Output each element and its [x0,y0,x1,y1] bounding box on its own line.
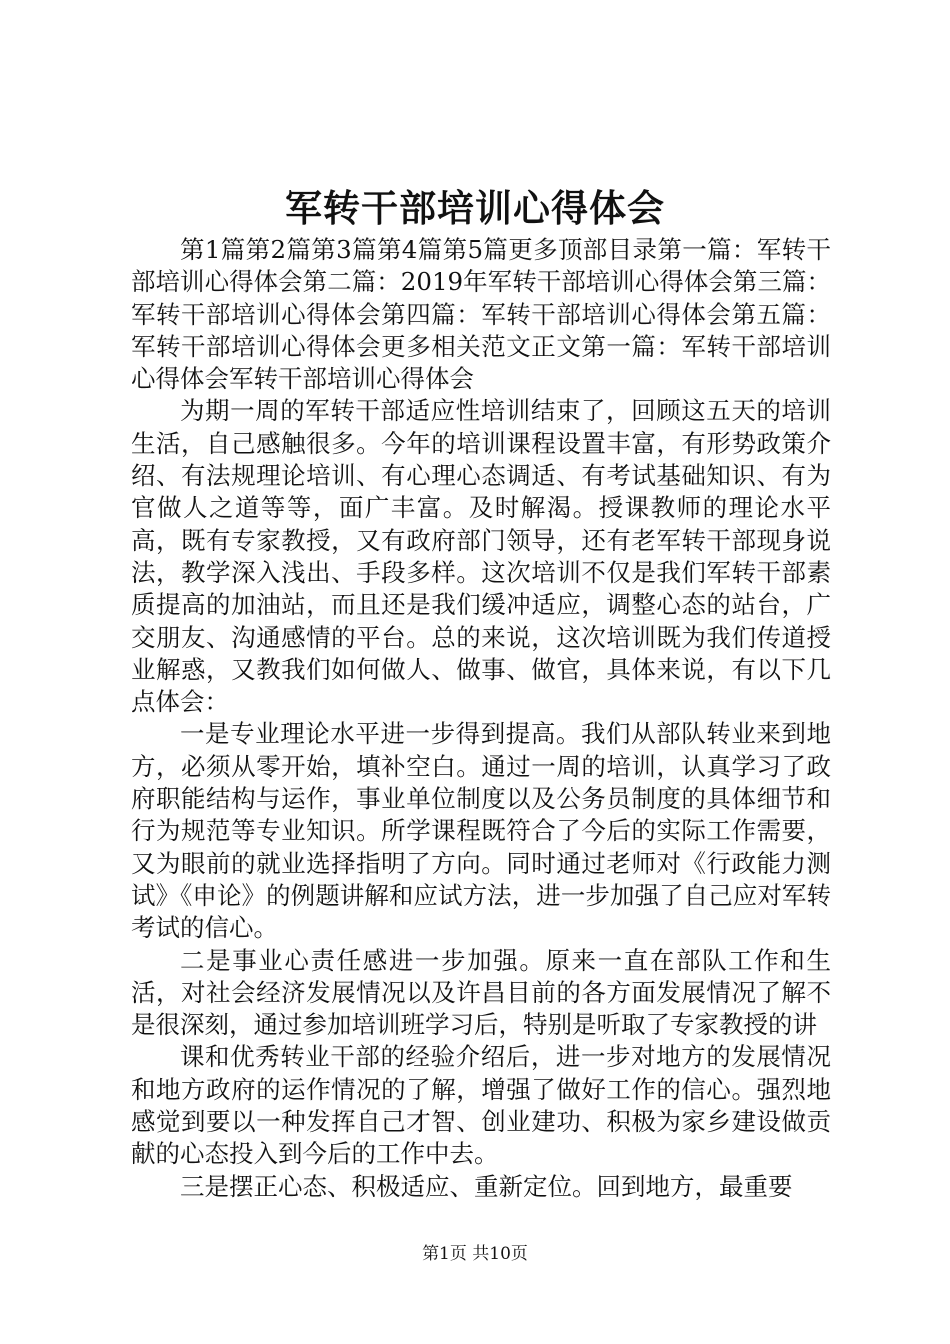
page-number: 第1页 共10页 [422,1244,528,1264]
paragraph-intro: 为期一周的军转干部适应性培训结束了，回顾这五天的培训生活，自己感触很多。今年的培训课程设置丰富，有形势政策介绍、有法规理论培训、有心理心态调适、有考试基础知识、有为官做人之道等等，面广丰富。及时解渴。授课教师的理论水平高，既有专家教授，又有政府部门领导，还有老军转干部现身说法，教学深入浅出、手段多样。这次培训不仅是我们军转干部素质提高的加油站，而且还是我们缓冲适应，调整心态的站台，广交朋友、沟通感情的平台。总的来说，这次培训既为我们传道授业解惑，又教我们如何做人、做事、做官，具体来说，有以下几点体会： [131,396,831,717]
paragraph-toc: 第1篇第2篇第3篇第4篇第5篇更多顶部目录第一篇：军转干部培训心得体会第二篇：2019年军转干部培训心得体会第三篇：军转干部培训心得体会第四篇：军转干部培训心得体会第五篇：军转干部培训心得体会更多相关范文正文第一篇：军转干部培训心得体会军转干部培训心得体会 [131,235,831,394]
paragraph-point-three: 三是摆正心态、积极适应、重新定位。回到地方，最重要 [180,1171,793,1201]
paragraph-point-one: 一是专业理论水平进一步得到提高。我们从部队转业来到地方，必须从零开始，填补空白。通过一周的培训，认真学习了政府职能结构与运作，事业单位制度以及公务员制度的具体细节和行为规范等专业知识。所学课程既符合了今后的实际工作需要，又为眼前的就业选择指明了方向。同时通过老师对《行政能力测试》《申论》的例题讲解和应试方法，进一步加强了自己应对军转考试的信心。 [131,719,831,943]
document-title: 军转干部培训心得体会 [285,186,665,230]
paragraph-point-two: 二是事业心责任感进一步加强。原来一直在部队工作和生活，对社会经济发展情况以及许昌目前的各方面发展情况了解不是很深刻，通过参加培训班学习后，特别是听取了专家教授的讲 [131,945,831,1040]
paragraph-point-two-continued: 课和优秀转业干部的经验介绍后，进一步对地方的发展情况和地方政府的运作情况的了解，增强了做好工作的信心。强烈地感觉到要以一种发挥自己才智、创业建功、积极为家乡建设做贡献的心态投入到今后的工作中去。 [131,1042,831,1169]
document-body [131,234,831,1203]
